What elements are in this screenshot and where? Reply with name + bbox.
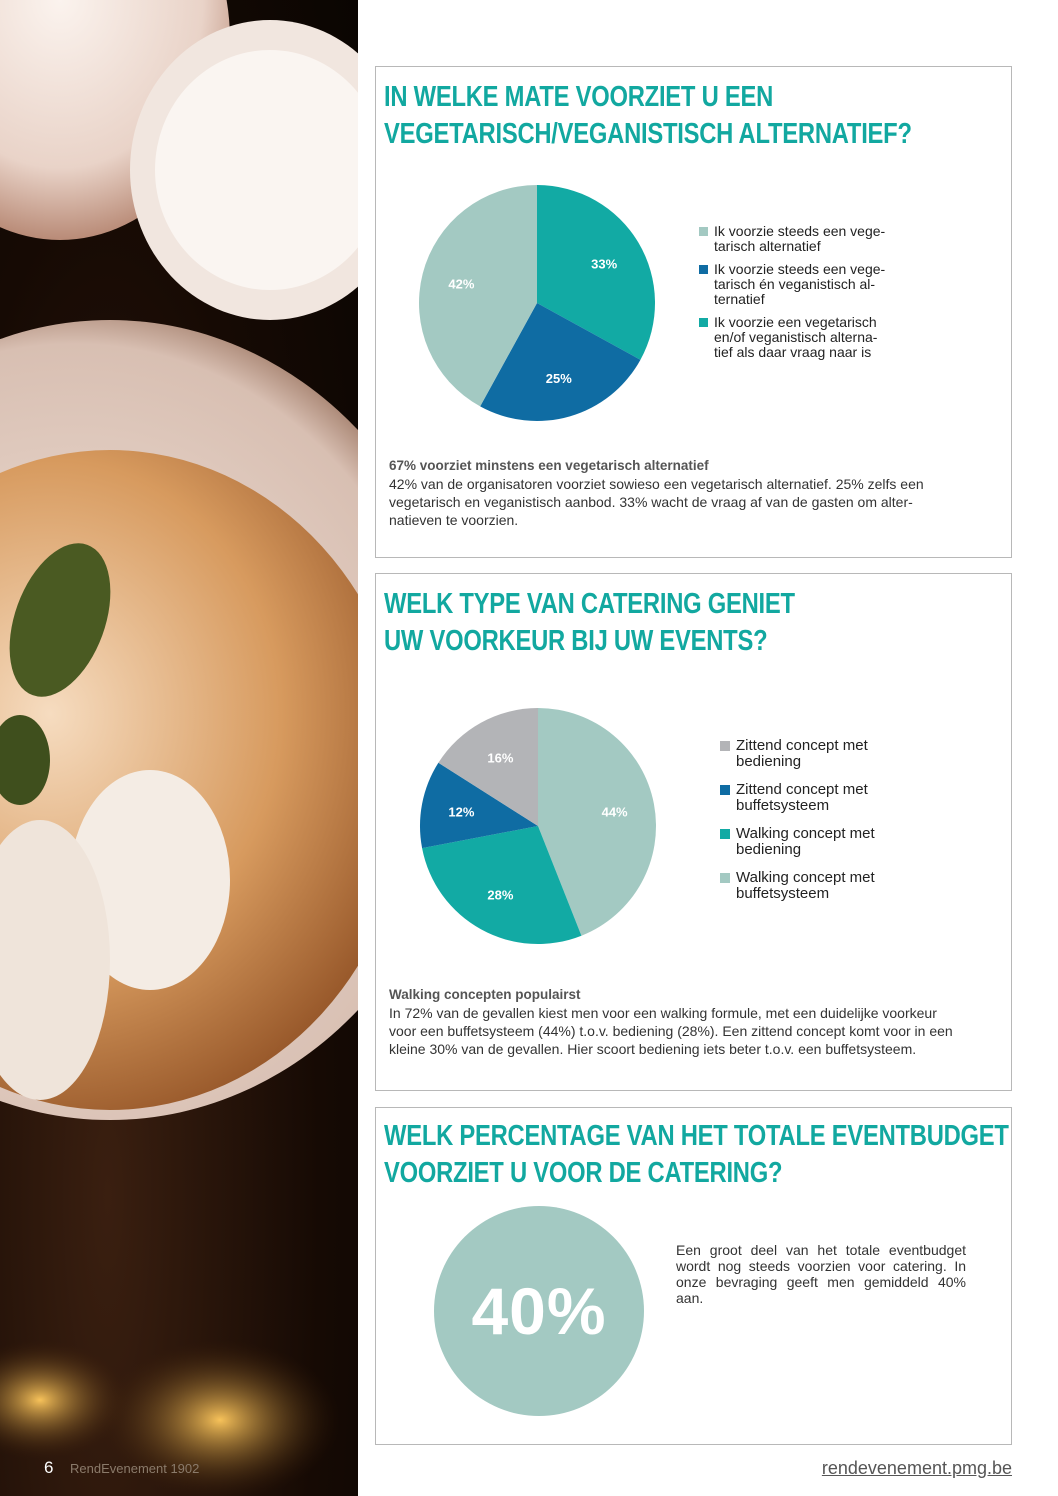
title-line: WELK PERCENTAGE VAN HET TOTALE EVENTBUDGET (384, 1120, 1009, 1152)
summary-vegetarian (389, 457, 979, 529)
summary-heading: Walking concepten populairst (389, 987, 581, 1002)
legend-text: Ik voorzie steeds een vege- (714, 223, 886, 239)
legend-text: Walking concept met (736, 825, 875, 842)
legend-item (720, 826, 920, 858)
legend-item (720, 870, 920, 902)
question-box-catering-type (375, 573, 1012, 1091)
summary-line: vegetarisch en veganistisch aanbod. 33% wacht de vraag af van de gasten om alter- (389, 494, 913, 510)
legend-swatch (699, 227, 708, 236)
magazine-name: RendEvenement 1902 (70, 1461, 200, 1476)
website-link[interactable]: rendevenement.pmg.be (821, 1458, 1012, 1478)
pie-slice-label: 16% (487, 750, 514, 766)
budget-circle (434, 1206, 644, 1416)
summary-line: natieven te voorzien. (389, 512, 519, 528)
legend-swatch (720, 829, 730, 839)
legend-text: Zittend concept met (736, 781, 868, 798)
legend-swatch (720, 785, 730, 795)
pie-slice-label: 25% (545, 370, 572, 386)
pie-slice-label: 44% (601, 804, 628, 820)
legend-text: bediening (736, 753, 802, 770)
legend-text: Ik voorzie een vegetarisch (714, 314, 877, 330)
question-box-vegetarian (375, 66, 1012, 558)
legend-item (720, 782, 920, 814)
pie-slice-label: 33% (591, 256, 618, 272)
summary-line: In 72% van de gevallen kiest men voor een walking formule, met een duidelijke voorkeur (389, 1005, 937, 1021)
budget-percentage: 40% (471, 1274, 607, 1348)
title-line: IN WELKE MATE VOORZIET U EEN (384, 81, 774, 113)
legend-text: Walking concept met (736, 869, 875, 886)
summary-line: kleine 30% van de gevallen. Hier scoort bediening iets beter t.o.v. een buffetsysteem. (389, 1041, 917, 1057)
legend-text: tarisch alternatief (714, 238, 821, 254)
food-photo-art (0, 0, 358, 1496)
legend-vegetarian (699, 224, 899, 368)
question-title-budget (384, 1118, 1009, 1192)
question-box-budget (375, 1107, 1012, 1445)
legend-swatch (720, 873, 730, 883)
page-number: 6 (44, 1458, 54, 1477)
legend-catering-type (720, 738, 920, 914)
legend-swatch (699, 318, 708, 327)
title-line: VEGETARISCH/VEGANISTISCH ALTERNATIEF? (384, 118, 912, 150)
legend-swatch (720, 741, 730, 751)
title-line: UW VOORKEUR BIJ UW EVENTS? (384, 625, 768, 657)
legend-text: buffetsysteem (736, 797, 830, 814)
legend-item (699, 262, 899, 307)
legend-item (699, 315, 899, 360)
legend-text: tief als daar vraag naar is (714, 344, 872, 360)
pie-chart-vegetarian (412, 178, 662, 428)
legend-swatch (699, 265, 708, 274)
pie-slice-label: 28% (487, 887, 514, 903)
title-line: WELK TYPE VAN CATERING GENIET (384, 588, 795, 620)
legend-text: bediening (736, 841, 802, 858)
question-title-catering-type (384, 586, 795, 660)
legend-item (720, 738, 920, 770)
legend-text: tarisch én veganistisch al- (714, 276, 876, 292)
summary-catering-type (389, 986, 979, 1058)
legend-text: en/of veganistisch alterna- (714, 329, 878, 345)
summary-line: voor een buffetsysteem (44%) t.o.v. bediening (28%). Een zittend concept komt voor in een (389, 1023, 953, 1039)
pie-slice-label: 42% (448, 276, 475, 292)
legend-text: Ik voorzie steeds een vege- (714, 261, 886, 277)
budget-description: Een groot deel van het totale eventbudget wordt nog steeds voorzien voor catering. In onze bevraging geeft men gemiddeld 40% aan. (676, 1242, 966, 1306)
summary-heading: 67% voorziet minstens een vegetarisch alternatief (389, 458, 709, 473)
summary-line: 42% van de organisatoren voorziet sowieso een vegetarisch alternatief. 25% zelfs een (389, 476, 924, 492)
pie-chart-catering-type (413, 701, 663, 951)
pie-slice-label: 12% (448, 804, 475, 820)
legend-text: Zittend concept met (736, 737, 868, 754)
food-photo (0, 0, 358, 1496)
title-line: VOORZIET U VOOR DE CATERING? (384, 1157, 783, 1189)
legend-text: buffetsysteem (736, 885, 830, 902)
question-title-vegetarian (384, 79, 912, 153)
legend-text: ternatief (714, 291, 765, 307)
legend-item (699, 224, 899, 254)
